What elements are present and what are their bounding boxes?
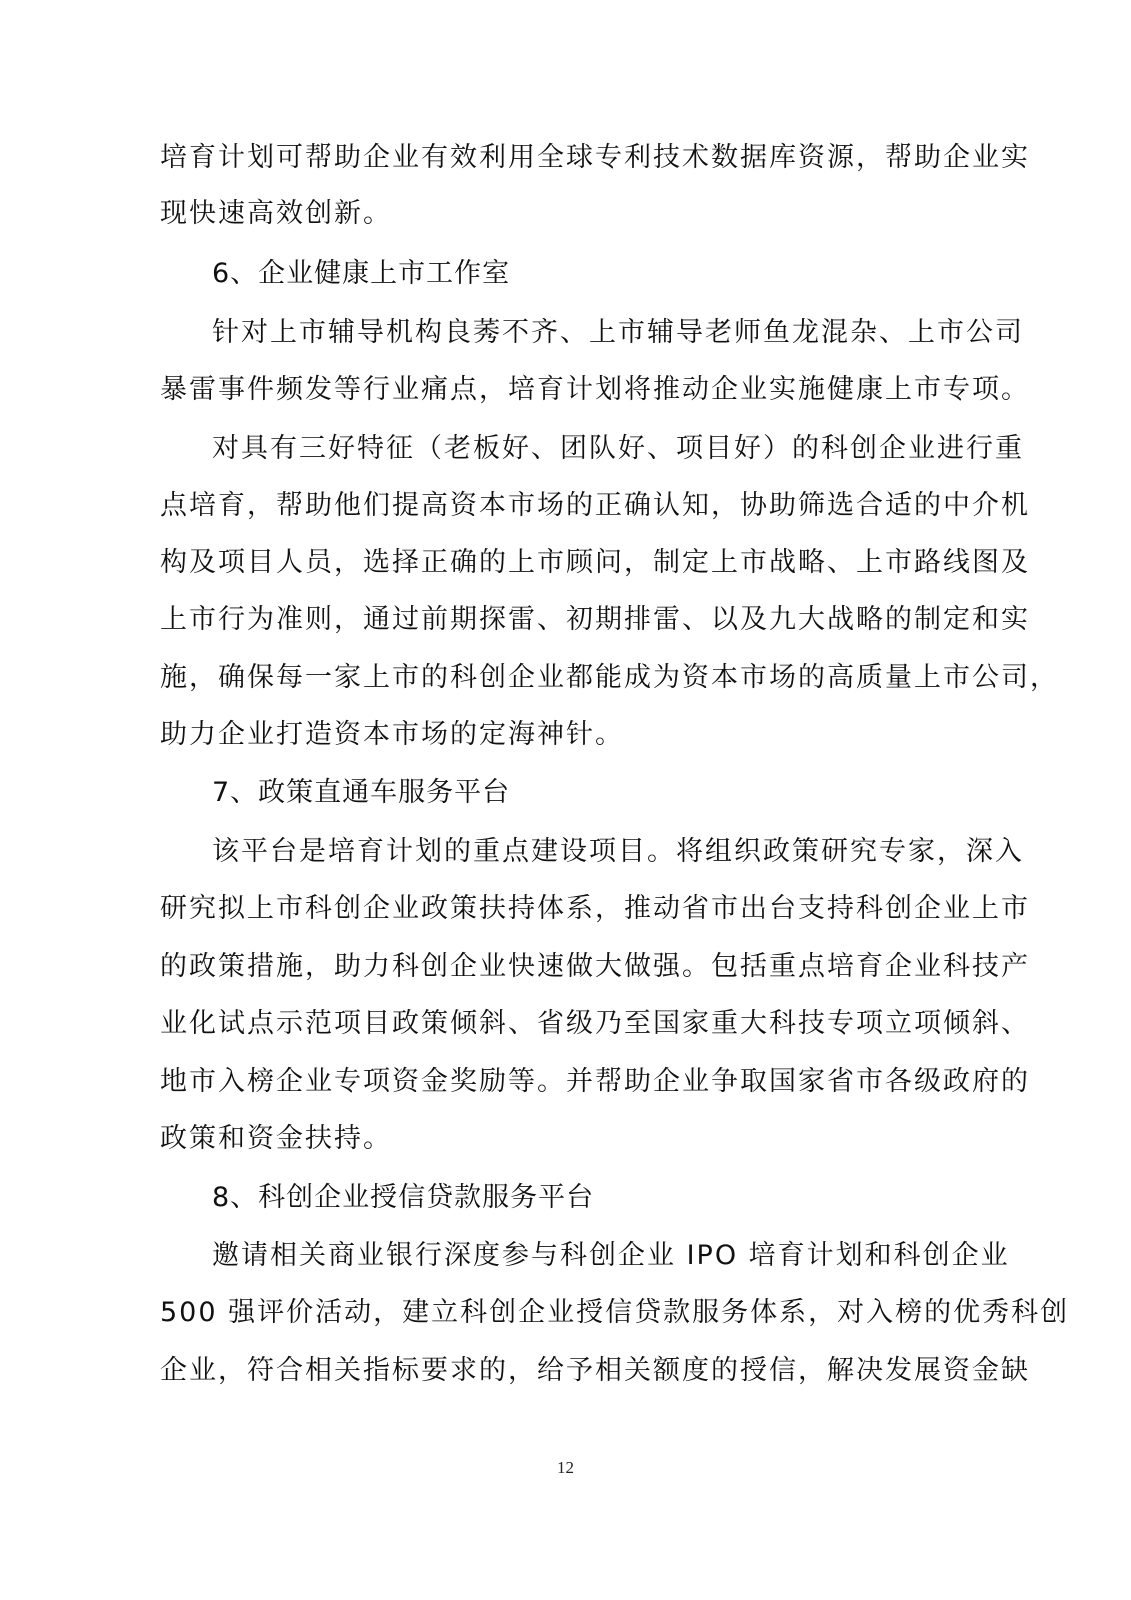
body-text-line: 地市入榜企业专项资金奖励等。并帮助企业争取国家省市各级政府的 [160, 1066, 1030, 1097]
section-heading-6: 6、企业健康上市工作室 [212, 258, 511, 289]
page-number: 12 [557, 1458, 574, 1477]
body-text-line: 上市行为准则，通过前期探雷、初期排雷、以及九大战略的制定和实 [160, 604, 1030, 635]
body-text-line: 研究拟上市科创企业政策扶持体系，推动省市出台支持科创企业上市 [160, 893, 1030, 924]
body-text-line: 施，确保每一家上市的科创企业都能成为资本市场的高质量上市公司， [160, 662, 1059, 693]
body-text-line: 该平台是培育计划的重点建设项目。将组织政策研究专家，深入 [212, 836, 1024, 867]
section-heading-8: 8、科创企业授信贷款服务平台 [212, 1182, 595, 1213]
body-text-line: 邀请相关商业银行深度参与科创企业 IPO 培育计划和科创企业 [212, 1240, 1010, 1271]
body-text-line: 政策和资金扶持。 [160, 1123, 392, 1154]
section-heading-7: 7、政策直通车服务平台 [212, 777, 511, 808]
body-text-line: 暴雷事件频发等行业痛点，培育计划将推动企业实施健康上市专项。 [160, 374, 1030, 405]
body-text-line: 500 强评价活动，建立科创企业授信贷款服务体系，对入榜的优秀科创 [160, 1297, 1070, 1328]
body-text-line: 企业，符合相关指标要求的，给予相关额度的授信，解决发展资金缺 [160, 1355, 1030, 1386]
body-text-line: 业化试点示范项目政策倾斜、省级乃至国家重大科技专项立项倾斜、 [160, 1008, 1030, 1039]
body-text-line: 的政策措施，助力科创企业快速做大做强。包括重点培育企业科技产 [160, 951, 1030, 982]
body-text-line: 点培育，帮助他们提高资本市场的正确认知，协助筛选合适的中介机 [160, 490, 1030, 521]
body-text-line: 现快速高效创新。 [160, 198, 392, 229]
body-text-line: 助力企业打造资本市场的定海神针。 [160, 719, 624, 750]
body-text-line: 构及项目人员，选择正确的上市顾问，制定上市战略、上市路线图及 [160, 547, 1030, 578]
body-text-line: 对具有三好特征（老板好、团队好、项目好）的科创企业进行重 [212, 433, 1024, 464]
body-text-line: 培育计划可帮助企业有效利用全球专利技术数据库资源，帮助企业实 [160, 142, 1030, 173]
body-text-line: 针对上市辅导机构良莠不齐、上市辅导老师鱼龙混杂、上市公司 [212, 317, 1024, 348]
